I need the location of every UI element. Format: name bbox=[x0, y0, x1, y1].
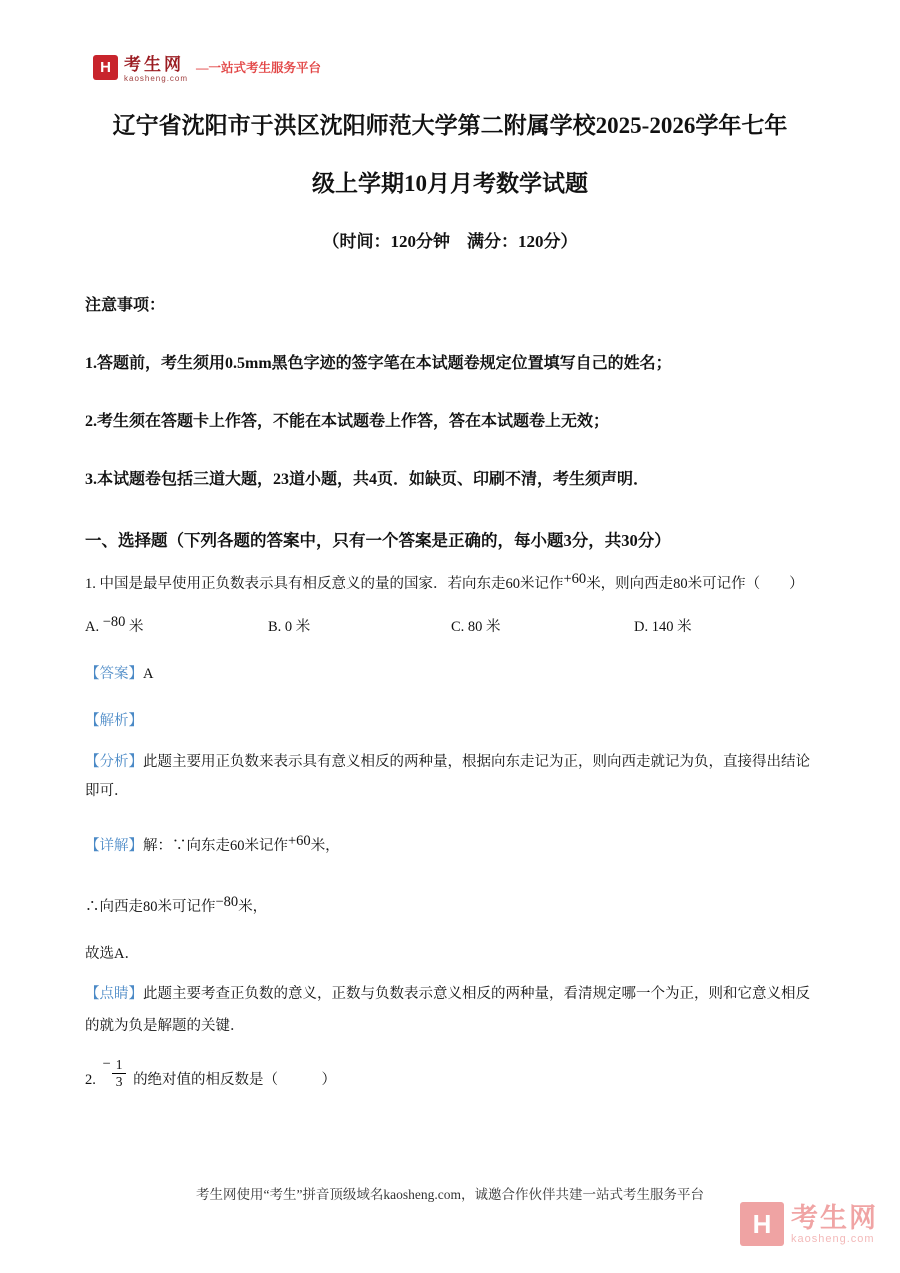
watermark-domain: kaosheng.com bbox=[791, 1232, 875, 1245]
answer-value: A bbox=[143, 666, 154, 683]
q1-text-after: 米，则向西走80米可记作（ ） bbox=[586, 576, 804, 592]
notice-item-1: 1.答题前，考生须用0.5mm黑色字迹的签字笔在本试题卷规定位置填写自己的姓名； bbox=[85, 355, 672, 372]
therefore-line bbox=[85, 895, 815, 916]
footer-text: 考生网使用“考生”拼音顶级域名kaosheng.com，诚邀合作伙伴共建一站式考生服务平台 bbox=[195, 1187, 705, 1202]
section-heading: 一、选择题（下列各题的答案中，只有一个答案是正确的，每小题3分，共30分） bbox=[85, 531, 671, 550]
fenxi-text: 此题主要用正负数来表示具有意义相反的两种量，根据向东走记为正，则向西走就记为负，直接得出结论即可． bbox=[85, 754, 810, 800]
kaosheng-logo-icon bbox=[93, 55, 118, 80]
xiangjie-tag: 【详解】 bbox=[85, 838, 143, 855]
logo-text-block bbox=[124, 55, 188, 83]
notice-heading: 注意事项： bbox=[85, 297, 166, 314]
q2-text: 的绝对值的相反数是（ ） bbox=[133, 1071, 337, 1088]
fraction-numerator: 1 bbox=[115, 1056, 123, 1072]
fenxi-paragraph bbox=[85, 748, 815, 806]
watermark-text: 考生网 bbox=[791, 1202, 878, 1233]
xiangjie-before: 解：∵向东走60米记作 bbox=[143, 838, 288, 855]
option-c: C. 80 米 bbox=[451, 619, 501, 636]
fenxi-tag: 【分析】 bbox=[85, 754, 143, 771]
option-a-value: −80 bbox=[102, 614, 126, 631]
xiangjie-plus60: +60 bbox=[288, 833, 311, 850]
logo-glyph: H bbox=[100, 59, 111, 76]
watermark-logo bbox=[740, 1202, 878, 1246]
fraction bbox=[112, 1057, 127, 1090]
question-2-text bbox=[85, 1055, 815, 1097]
fraction-sign: − bbox=[102, 1055, 111, 1072]
watermark-text-block bbox=[791, 1204, 878, 1245]
conclusion-line: 故选A． bbox=[85, 946, 139, 963]
answer-tag: 【答案】 bbox=[85, 666, 143, 683]
fraction-denominator: 3 bbox=[112, 1073, 127, 1090]
notice-item-3: 3.本试题卷包括三道大题，23道小题，共4页．如缺页、印刷不清，考生须声明． bbox=[85, 471, 650, 488]
watermark-icon bbox=[740, 1202, 784, 1246]
logo-tagline: —一站式考生服务平台 bbox=[196, 61, 322, 75]
xiangjie-line bbox=[85, 834, 815, 855]
notice-item-2: 2.考生须在答题卡上作答，不能在本试题卷上作答，答在本试题卷上无效； bbox=[85, 413, 610, 430]
watermark-glyph: H bbox=[752, 1209, 772, 1239]
dianjing-paragraph bbox=[85, 979, 815, 1043]
logo-text: 考生网 bbox=[124, 55, 184, 74]
answer-line bbox=[85, 662, 815, 683]
doc-title-line2: 级上学期10月月考数学试题 bbox=[312, 171, 588, 196]
option-d: D. 140 米 bbox=[634, 619, 692, 636]
q1-text-before: 1. 中国是最早使用正负数表示具有相反意义的量的国家．若向东走60米记作 bbox=[85, 576, 564, 592]
dianjing-text: 此题主要考查正负数的意义，正数与负数表示意义相反的两种量，看清规定哪一个为正，则和它意义相反的就为负是解题的关键． bbox=[85, 986, 810, 1034]
q2-number: 2. bbox=[85, 1071, 96, 1088]
dianjing-tag: 【点睛】 bbox=[85, 986, 143, 1003]
therefore-after: 米， bbox=[238, 899, 268, 916]
doc-subtitle: （时间：120分钟 满分：120分） bbox=[322, 232, 578, 251]
therefore-before: ∴向西走80米可记作 bbox=[85, 899, 216, 916]
jiexi-tag: 【解析】 bbox=[85, 713, 143, 730]
site-logo bbox=[93, 55, 815, 83]
q1-plus60-value: +60 bbox=[563, 571, 587, 587]
option-a bbox=[85, 615, 268, 636]
therefore-minus80: −80 bbox=[215, 894, 239, 911]
option-b: B. 0 米 bbox=[268, 619, 311, 636]
xiangjie-after: 米， bbox=[310, 838, 340, 855]
question-1-options bbox=[85, 615, 815, 636]
question-1-text bbox=[85, 563, 815, 605]
doc-title-line1: 辽宁省沈阳市于洪区沈阳师范大学第二附属学校2025-2026学年七年 bbox=[112, 113, 788, 138]
logo-domain: kaosheng.com bbox=[124, 74, 189, 83]
option-a-label: A. bbox=[85, 619, 100, 636]
option-a-unit: 米 bbox=[129, 619, 144, 636]
fraction-minus-one-third bbox=[103, 1056, 127, 1090]
jiexi-line bbox=[85, 709, 815, 730]
